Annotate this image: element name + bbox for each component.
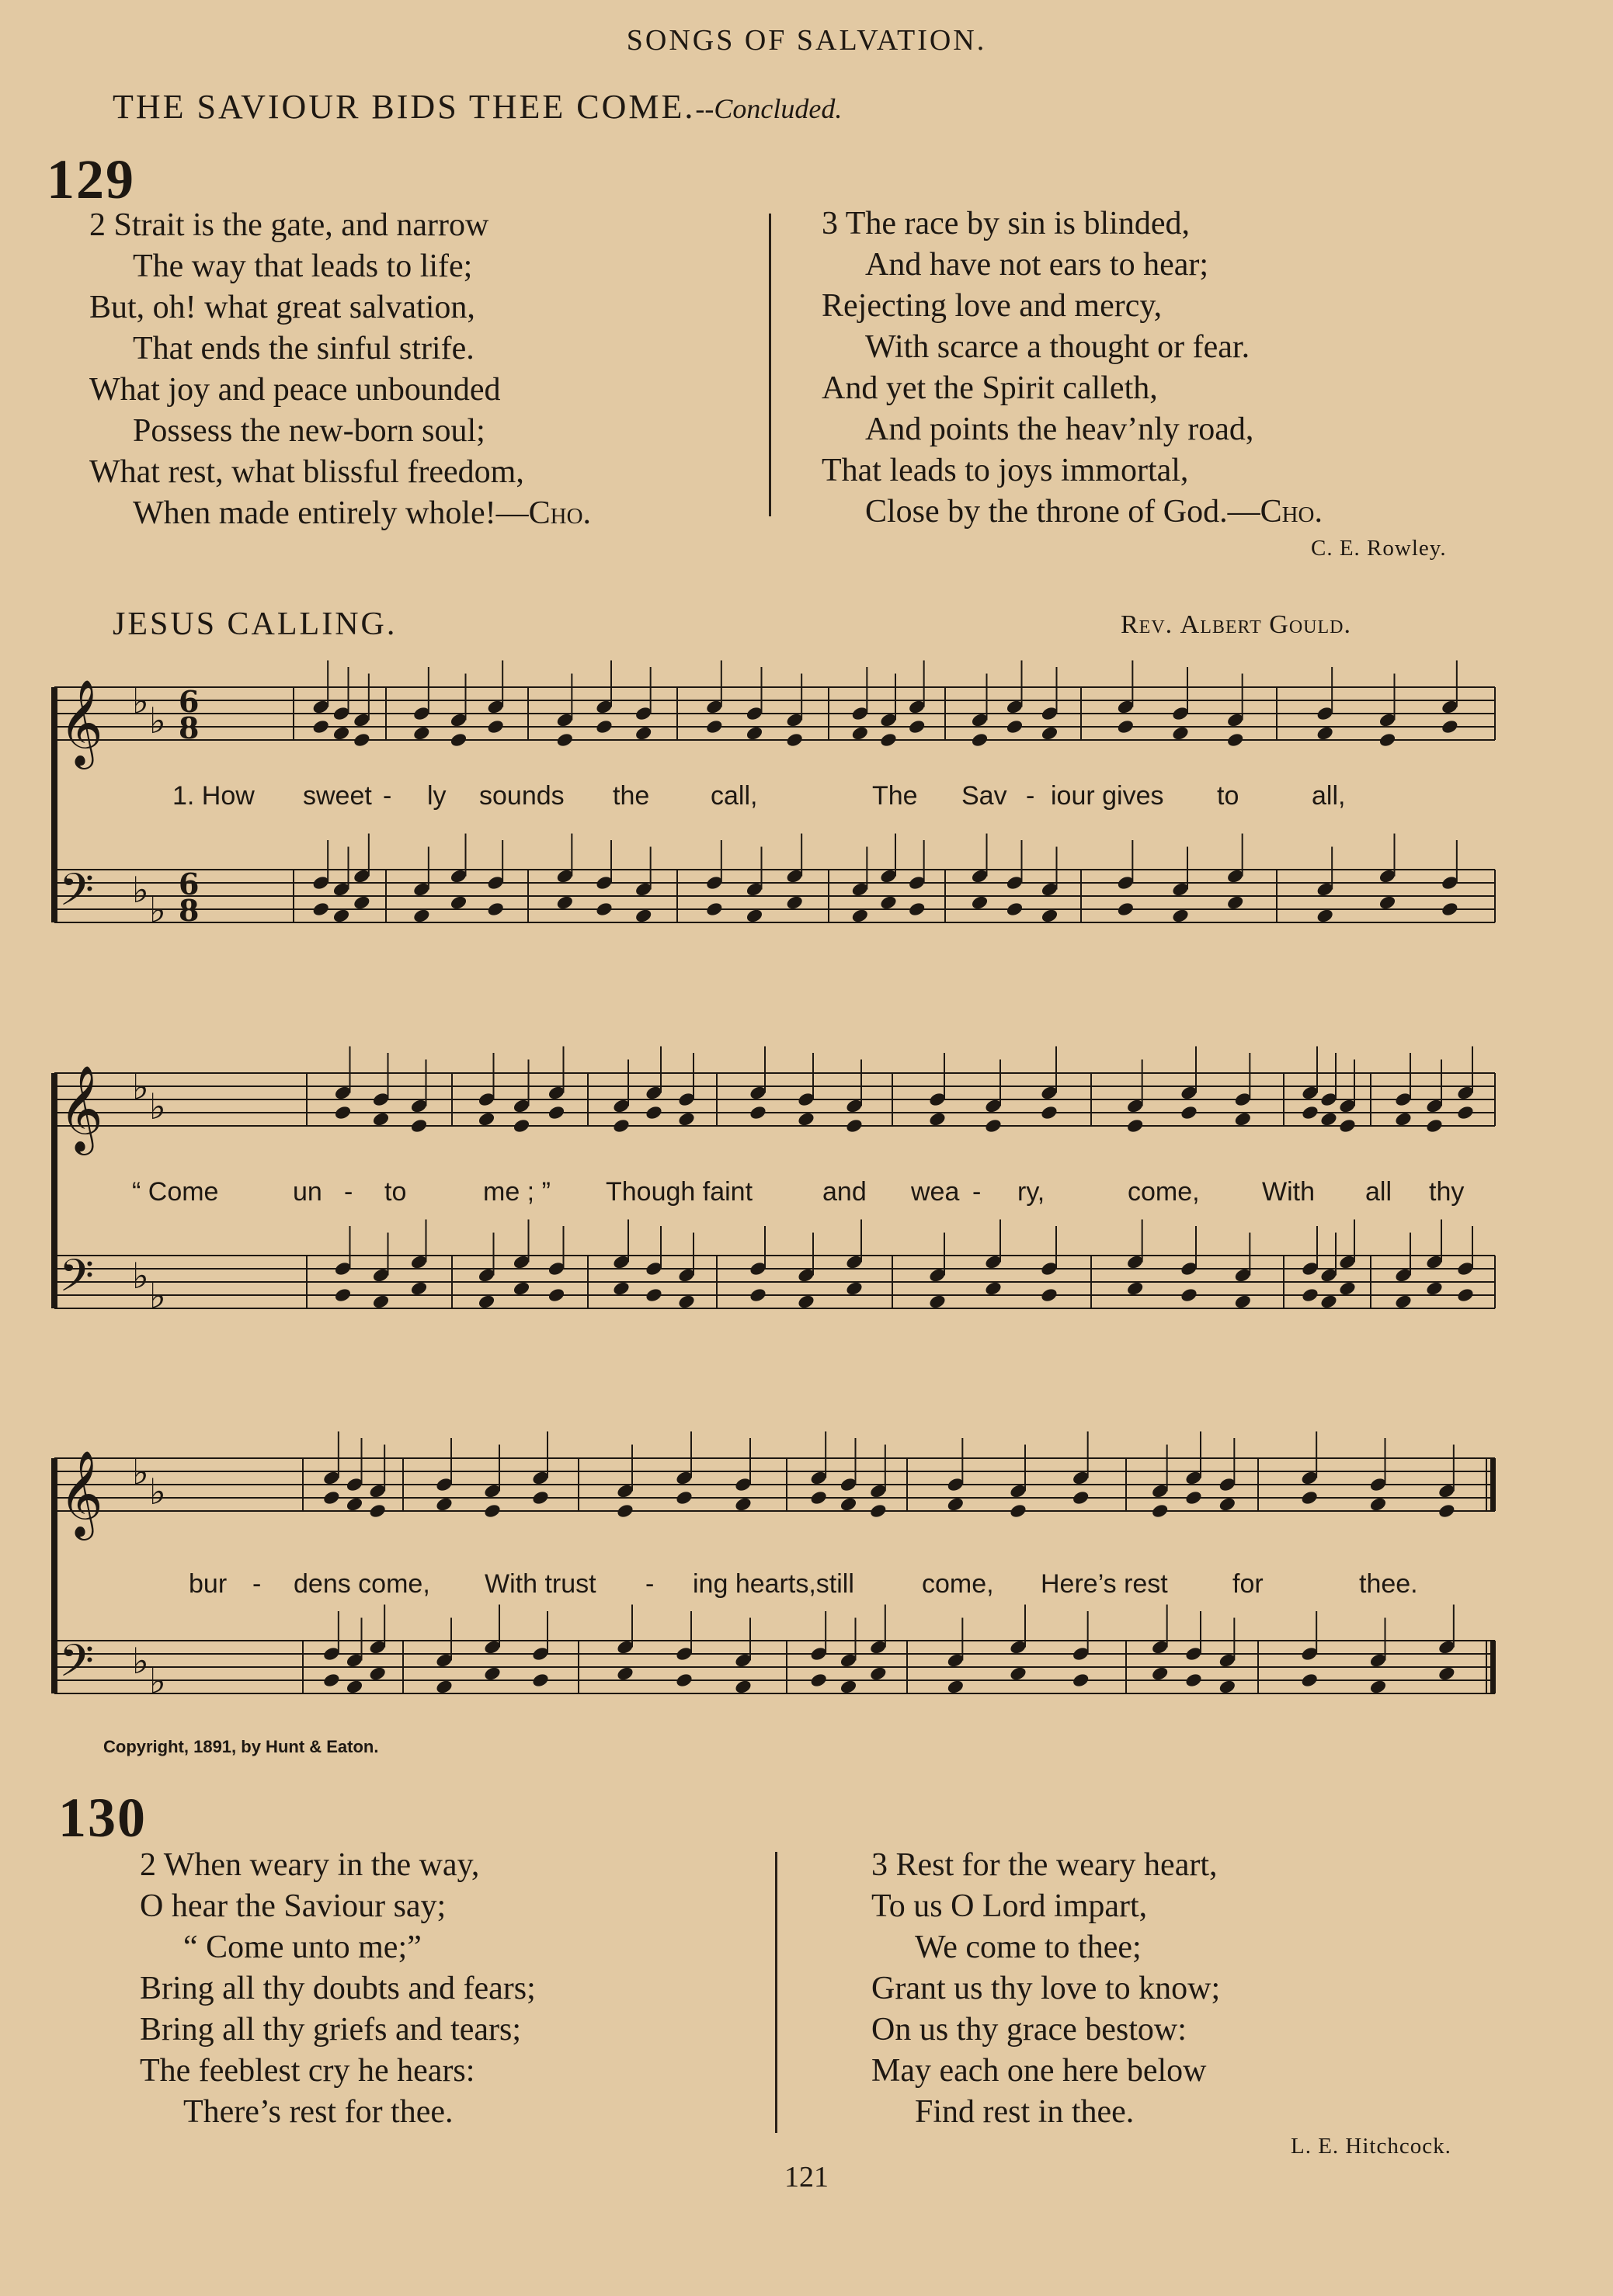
note-head	[749, 1104, 767, 1120]
note-head	[1319, 1111, 1338, 1127]
note-head	[634, 908, 653, 924]
note-head	[1151, 1666, 1170, 1682]
verse-line: What rest, what blissful freedom,	[89, 454, 524, 490]
verse-line: On us thy grace bestow:	[871, 2012, 1187, 2048]
note-head	[1233, 1111, 1252, 1127]
composer-prefix: Rev.	[1121, 610, 1173, 639]
note-head	[745, 908, 763, 924]
verse-line: 3 Rest for the weary heart,	[871, 1847, 1218, 1883]
note-head	[928, 1294, 947, 1310]
note-head	[353, 731, 371, 748]
lyric-syllable: for	[1232, 1569, 1264, 1599]
note-head	[612, 1117, 631, 1134]
note-head	[1218, 1496, 1236, 1513]
note-head	[970, 731, 989, 748]
hymn-130-verse-3	[871, 1845, 1220, 2133]
note-head	[1040, 725, 1059, 742]
concluded-note: --Concluded.	[695, 93, 843, 124]
note-head	[1300, 1672, 1319, 1688]
flat-sign-icon: ♭	[132, 679, 149, 722]
note-head	[946, 1496, 965, 1513]
note-head	[1040, 1104, 1059, 1120]
note-head	[311, 901, 330, 917]
verse-line: Bring all thy griefs and tears;	[140, 2012, 522, 2048]
note-head	[1005, 718, 1024, 735]
note-head	[1072, 1672, 1090, 1688]
hymn-130-number: 130	[58, 1787, 147, 1849]
note-head	[946, 1679, 965, 1695]
note-head	[371, 1294, 390, 1310]
lyric-syllable: iour gives	[1051, 781, 1164, 811]
lyric-syllable: to	[384, 1177, 407, 1207]
page-number: 121	[784, 2161, 829, 2194]
verse-line: O hear the Saviour say;	[140, 1888, 447, 1924]
note-head	[409, 1117, 428, 1134]
time-signature-glyph: 8	[179, 893, 200, 928]
note-head	[332, 908, 350, 924]
verse-line: And yet the Spirit calleth,	[822, 370, 1158, 406]
note-head	[332, 725, 350, 742]
verse-line: There’s rest for thee.	[183, 2094, 454, 2130]
chorus-mark: Cho.	[1260, 494, 1323, 530]
time-signature-glyph: 6	[179, 867, 200, 901]
lyric-syllable: ly	[427, 781, 447, 811]
lyric-syllable: With	[1262, 1177, 1315, 1207]
lyric-syllable: the	[613, 781, 650, 811]
note-head	[477, 1294, 495, 1310]
note-head	[333, 1104, 352, 1120]
chorus-mark: Cho.	[528, 495, 592, 531]
note-head	[677, 1294, 696, 1310]
lyric-syllable: With trust	[485, 1569, 596, 1599]
treble-clef-icon: 𝄞	[59, 679, 103, 766]
hymn-129-number: 129	[47, 148, 135, 210]
note-head	[322, 1672, 341, 1688]
note-head	[1456, 1104, 1475, 1120]
lyric-syllable: all	[1365, 1177, 1392, 1207]
note-head	[845, 1117, 864, 1134]
note-head	[745, 725, 763, 742]
lyric-syllable: me ; ”	[483, 1177, 551, 1207]
note-head	[1171, 725, 1190, 742]
note-head	[984, 1117, 1003, 1134]
note-head	[1437, 1502, 1456, 1519]
verse-line: What joy and peace unbounded	[89, 372, 501, 408]
note-head	[483, 1666, 502, 1682]
lyric-syllable: sweet	[303, 781, 372, 811]
note-head	[1316, 908, 1334, 924]
note-head	[734, 1679, 753, 1695]
note-head	[809, 1672, 828, 1688]
note-head	[1378, 731, 1396, 748]
note-head	[616, 1666, 634, 1682]
treble-clef-icon: 𝄞	[59, 1065, 103, 1151]
note-head	[1338, 1117, 1357, 1134]
note-head	[322, 1489, 341, 1506]
note-head	[785, 731, 804, 748]
note-head	[705, 901, 724, 917]
flat-sign-icon: ♭	[132, 1255, 149, 1297]
note-head	[839, 1679, 857, 1695]
note-head	[595, 718, 614, 735]
treble-clef-icon: 𝄞	[59, 1450, 103, 1537]
lyric-syllable: come,	[1128, 1177, 1200, 1207]
note-head	[850, 908, 869, 924]
lyric-syllable: ry,	[1017, 1177, 1045, 1207]
note-head	[547, 1287, 565, 1303]
verse-line: 3 The race by sin is blinded,	[822, 206, 1190, 241]
lyric-syllable: -	[645, 1569, 655, 1599]
note-head	[1316, 725, 1334, 742]
verse-line: Rejecting love and mercy,	[822, 288, 1163, 324]
verse-line: Bring all thy doubts and fears;	[140, 1971, 536, 2006]
note-head	[1301, 1104, 1319, 1120]
lyric-syllable: un	[293, 1177, 322, 1207]
verse-line: The way that leads to life;	[133, 248, 473, 284]
note-head	[928, 1111, 947, 1127]
note-head	[797, 1294, 815, 1310]
note-head	[797, 1111, 815, 1127]
flat-sign-icon: ♭	[149, 1471, 166, 1513]
note-head	[371, 1111, 390, 1127]
note-head	[675, 1672, 694, 1688]
verse-line: Find rest in thee.	[915, 2094, 1135, 2130]
bass-clef-icon: 𝄢	[59, 1249, 95, 1313]
note-head	[512, 1117, 530, 1134]
bass-clef-icon: 𝄢	[59, 863, 95, 927]
verse-line: That ends the sinful strife.	[133, 331, 475, 366]
note-head	[1040, 1287, 1059, 1303]
note-head	[368, 1666, 387, 1682]
note-head	[1319, 1294, 1338, 1310]
note-head	[435, 1496, 454, 1513]
note-head	[449, 731, 468, 748]
note-head	[1394, 1111, 1413, 1127]
note-head	[869, 1666, 888, 1682]
lyric-syllable: thy	[1429, 1177, 1465, 1207]
note-head	[869, 1502, 888, 1519]
note-head	[512, 1280, 530, 1297]
flat-sign-icon: ♭	[149, 700, 166, 742]
note-head	[1040, 908, 1059, 924]
verse-line: 2 When weary in the way,	[140, 1847, 480, 1883]
hymn-130-author: L. E. Hitchcock.	[1291, 2134, 1451, 2159]
verse-line: But, oh! what great salvation,	[89, 290, 475, 325]
note-head	[634, 725, 653, 742]
note-head	[785, 894, 804, 911]
note-head	[1218, 1679, 1236, 1695]
note-head	[345, 1679, 363, 1695]
verse-line: 2 Strait is the gate, and narrow	[89, 207, 489, 243]
verse-line: Grant us thy love to know;	[871, 1971, 1221, 2006]
note-head	[595, 901, 614, 917]
note-head	[908, 901, 926, 917]
note-head	[435, 1679, 454, 1695]
note-head	[1005, 901, 1024, 917]
flat-sign-icon: ♭	[132, 1450, 149, 1493]
note-head	[850, 725, 869, 742]
note-head	[409, 1280, 428, 1297]
lyric-syllable: bur	[189, 1569, 228, 1599]
flat-sign-icon: ♭	[132, 869, 149, 911]
note-head	[675, 1489, 694, 1506]
lyric-syllable: -	[972, 1177, 982, 1207]
note-head	[645, 1287, 663, 1303]
hymn-129-author: C. E. Rowley.	[1311, 536, 1447, 561]
note-head	[353, 894, 371, 911]
running-head: SONGS OF SALVATION.	[626, 24, 987, 57]
note-head	[970, 894, 989, 911]
note-head	[1368, 1496, 1387, 1513]
note-head	[845, 1280, 864, 1297]
note-head	[1180, 1287, 1198, 1303]
note-head	[984, 1280, 1003, 1297]
note-head	[368, 1502, 387, 1519]
verse-line: Possess the new-born soul;	[133, 413, 485, 449]
note-head	[477, 1111, 495, 1127]
lyric-syllable: -	[344, 1177, 353, 1207]
verse-line: And points the heav’nly road,	[865, 412, 1254, 447]
verse-line: To us O Lord impart,	[871, 1888, 1148, 1924]
copyright-notice: Copyright, 1891, by Hunt & Eaton.	[103, 1737, 379, 1756]
composer-name: Albert Gould.	[1180, 610, 1351, 639]
flat-sign-icon: ♭	[132, 1065, 149, 1108]
note-head	[1425, 1117, 1444, 1134]
note-head	[749, 1287, 767, 1303]
note-head	[1116, 718, 1135, 735]
note-head	[1441, 718, 1459, 735]
lyric-syllable: -	[1026, 781, 1035, 811]
lyric-syllable: Here’s rest	[1041, 1569, 1168, 1599]
note-head	[1184, 1489, 1203, 1506]
note-head	[1368, 1679, 1387, 1695]
note-head	[333, 1287, 352, 1303]
note-head	[1126, 1117, 1145, 1134]
lyric-syllable: to	[1217, 781, 1239, 811]
column-divider	[775, 1852, 777, 2133]
note-head	[531, 1672, 550, 1688]
note-head	[809, 1489, 828, 1506]
lyric-syllable: sounds	[479, 781, 565, 811]
note-head	[1184, 1672, 1203, 1688]
note-head	[1394, 1294, 1413, 1310]
lyric-syllable: call,	[711, 781, 758, 811]
note-head	[616, 1502, 634, 1519]
note-head	[1456, 1287, 1475, 1303]
note-head	[555, 731, 574, 748]
lyric-syllable: 1. How	[172, 781, 255, 811]
note-head	[908, 718, 926, 735]
note-head	[1441, 901, 1459, 917]
note-head	[412, 908, 431, 924]
flat-sign-icon: ♭	[149, 888, 166, 931]
verse-line-text: Close by the throne of God.—	[865, 494, 1260, 530]
hymn-129-title-text: THE SAVIOUR BIDS THEE COME.	[113, 88, 696, 126]
time-signature-glyph: 6	[179, 684, 200, 719]
verse-line: That leads to joys immortal,	[822, 453, 1189, 488]
note-head	[531, 1489, 550, 1506]
note-head	[1437, 1666, 1456, 1682]
hymn-130-verse-2	[140, 1845, 536, 2133]
verse-line: “ Come unto me;”	[183, 1930, 422, 1965]
lyric-syllable: all,	[1312, 781, 1346, 811]
lyric-syllable: -	[383, 781, 392, 811]
lyric-syllable: Though faint	[606, 1177, 753, 1207]
note-head	[1233, 1294, 1252, 1310]
note-head	[345, 1496, 363, 1513]
lyric-syllable: thee.	[1359, 1569, 1418, 1599]
lyric-syllable: come,	[922, 1569, 994, 1599]
note-head	[705, 718, 724, 735]
note-head	[1009, 1502, 1027, 1519]
lyric-syllable: wea	[911, 1177, 960, 1207]
note-head	[555, 894, 574, 911]
lyric-syllable: -	[252, 1569, 262, 1599]
note-head	[677, 1111, 696, 1127]
verse-line: The feeblest cry he hears:	[140, 2053, 475, 2089]
note-head	[879, 731, 898, 748]
lyric-syllable: ing hearts,still	[693, 1569, 854, 1599]
tune-title: JESUS CALLING.	[113, 606, 398, 642]
note-head	[839, 1496, 857, 1513]
lyric-syllable: The	[872, 781, 918, 811]
flat-sign-icon: ♭	[132, 1640, 149, 1682]
note-head	[483, 1502, 502, 1519]
note-head	[612, 1280, 631, 1297]
note-head	[734, 1496, 753, 1513]
verse-line: With scarce a thought or fear.	[865, 329, 1250, 365]
flat-sign-icon: ♭	[149, 1274, 166, 1317]
note-head	[311, 718, 330, 735]
flat-sign-icon: ♭	[149, 1085, 166, 1127]
lyric-syllable: “ Come	[132, 1177, 219, 1207]
note-head	[645, 1104, 663, 1120]
note-head	[1425, 1280, 1444, 1297]
note-head	[1151, 1502, 1170, 1519]
note-head	[412, 725, 431, 742]
note-head	[1226, 894, 1245, 911]
note-head	[1226, 731, 1245, 748]
verse-line: May each one here below	[871, 2053, 1207, 2089]
note-head	[486, 901, 505, 917]
lyric-syllable: Sav	[961, 781, 1007, 811]
note-head	[1116, 901, 1135, 917]
bass-clef-icon: 𝄢	[59, 1634, 95, 1698]
lyric-syllable: dens come,	[294, 1569, 430, 1599]
note-head	[1378, 894, 1396, 911]
verse-line: We come to thee;	[915, 1930, 1142, 1965]
note-head	[1180, 1104, 1198, 1120]
flat-sign-icon: ♭	[149, 1659, 166, 1702]
time-signature-glyph: 8	[179, 710, 200, 745]
note-head	[486, 718, 505, 735]
note-head	[1072, 1489, 1090, 1506]
note-head	[449, 894, 468, 911]
note-head	[1301, 1287, 1319, 1303]
lyric-syllable: and	[822, 1177, 867, 1207]
verse-line: And have not ears to hear;	[865, 247, 1209, 283]
note-head	[1338, 1280, 1357, 1297]
note-head	[1300, 1489, 1319, 1506]
note-head	[1171, 908, 1190, 924]
note-head	[1126, 1280, 1145, 1297]
note-head	[1009, 1666, 1027, 1682]
verse-line-text: When made entirely whole!—	[133, 495, 529, 531]
note-head	[547, 1104, 565, 1120]
note-head	[879, 894, 898, 911]
